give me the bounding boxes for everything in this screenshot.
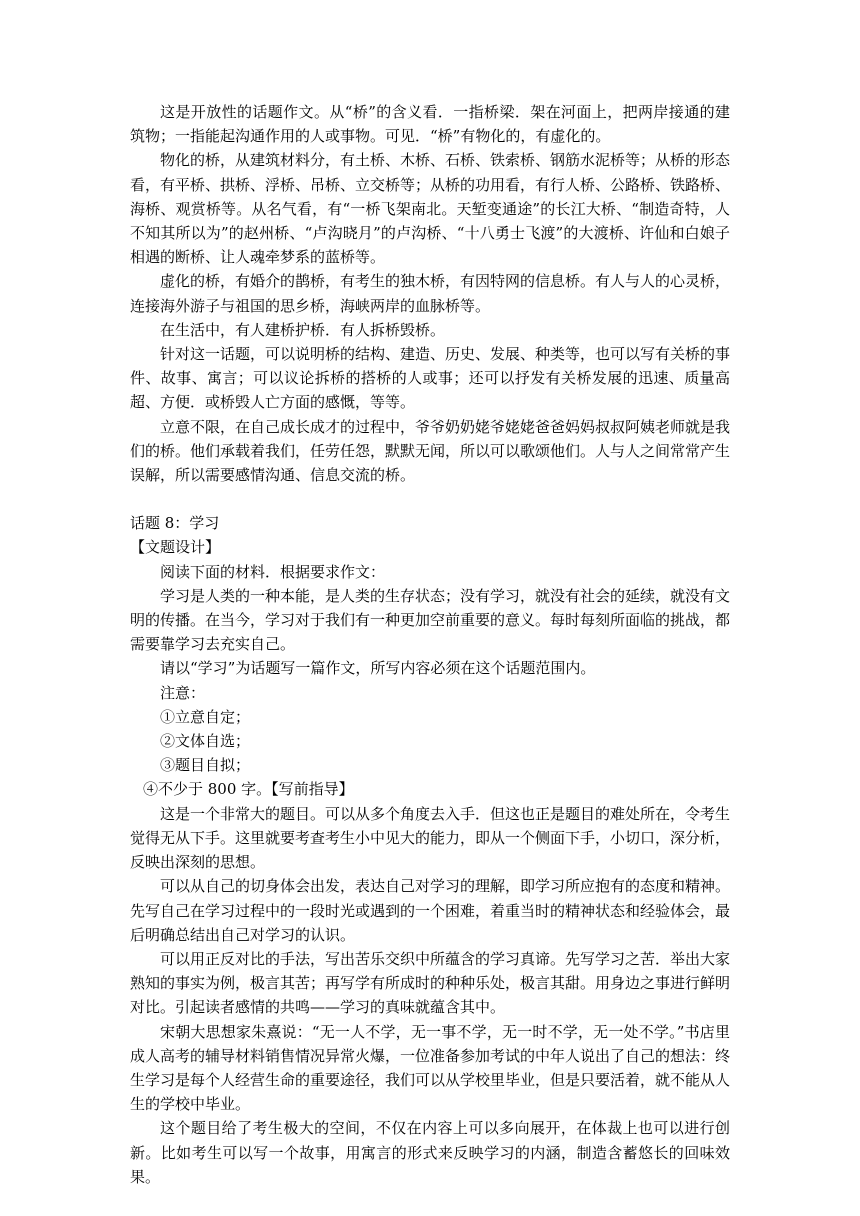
- material-text: 学习是人类的一种本能，是人类的生存状态；没有学习，就没有社会的延续，就没有文明的传播。在当今，学习对于我们有一种更加空前重要的意义。每时每刻所面临的挑战，都需要靠学习去充实自己。: [130, 586, 731, 654]
- paragraph: 物化的桥，从建筑材料分，有土桥、木桥、石桥、铁索桥、钢筋水泥桥等；从桥的形态看，有平桥、拱桥、浮桥、吊桥、立交桥等；从桥的功用看，有行人桥、公路桥、铁路桥、海桥、观赏桥等。从名气看，有“一桥飞架南北。天堑变通途”的长江大桥、“制造奇特，人不知其所以为”的赵州桥、“卢沟晓月”的卢沟桥、“十八勇士飞渡”的大渡桥、许仙和白娘子相遇的断桥、让人魂牵梦系的蓝桥等。: [130, 151, 731, 267]
- paragraph: 在生活中，有人建桥护桥．有人拆桥毁桥。: [160, 320, 446, 339]
- paragraph: 针对这一话题，可以说明桥的结构、建造、历史、发展、种类等，也可以写有关桥的事件、故事、寓言；可以议论拆桥的搭桥的人或事；还可以抒发有关桥发展的迅速、质量高超、方便．或桥毁人亡方面的感慨，等等。: [130, 345, 731, 412]
- guidance-paragraph: 可以从自己的切身体会出发，表达自己对学习的理解，即学习所应抱有的态度和精神。先写自己在学习过程中的一段时光或遇到的一个困难，着重当时的精神状态和经验体会，最后明确总结出自己对学习的认识。: [130, 877, 731, 944]
- paragraph: 虚化的桥，有婚介的鹊桥，有考生的独木桥，有因特网的信息桥。有人与人的心灵桥，连接海外游子与祖国的思乡桥，海峡两岸的血脉桥等。: [130, 272, 731, 315]
- note-item: ①立意自定；: [160, 707, 251, 726]
- paragraph: 这是开放性的话题作文。从“桥”的含义看．一指桥梁．架在河面上，把两岸接通的建筑物；一指能起沟通作用的人或事物。可见．“桥”有物化的，有虚化的。: [130, 103, 730, 146]
- guidance-paragraph: 这是一个非常大的题目。可以从多个角度去入手．但这也正是题目的难处所在，令考生觉得无从下手。这里就要考查考生小中见大的能力，即从一个侧面下手，小切口，深分析，反映出深刻的思想。: [130, 804, 731, 872]
- guidance-paragraph: 这个题目给了考生极大的空间，不仅在内容上可以多向展开，在体裁上也可以进行创新。比如考生可以写一个故事，用寓言的形式来反映学习的内涵，制造含蓄悠长的回味效果。: [130, 1119, 730, 1186]
- guidance-paragraph: 可以用正反对比的手法，写出苦乐交织中所蕴含的学习真谛。先写学习之苦．举出大家熟知的事实为例，极言其苦；再写学有所成时的种种乐处，极言其甜。用身边之事进行鲜明对比。引起读者感情的共鸣——学习的真味就蕴含其中。: [130, 949, 731, 1017]
- note-item: ④不少于 800 字。【写前指导】: [143, 780, 354, 799]
- guidance-paragraph: 宋朝大思想家朱熹说：“无一人不学，无一事不学，无一时不学，无一处不学。”书店里成人高考的辅导材料销售情况异常火爆，一位准备参加考试的中年人说出了自己的想法：终生学习是每个人经营生命的重要途径，我们可以从学校里毕业，但是只要活着，就不能从人生的学校中毕业。: [130, 1022, 731, 1114]
- notes-label: 注意：: [160, 683, 206, 702]
- section-spacer: [130, 487, 730, 511]
- topic-title: 话题 8：学习: [130, 514, 220, 533]
- document-page: [130, 100, 730, 1189]
- note-item: ③题目自拟；: [160, 756, 251, 775]
- instruction-text: 阅读下面的材料．根据要求作文：: [160, 562, 386, 581]
- prompt-text: 请以“学习”为话题写一篇作文，所写内容必须在这个话题范围内。: [160, 659, 596, 678]
- note-item: ②文体自选；: [160, 732, 251, 751]
- section-heading: 【文题设计】: [130, 538, 221, 557]
- paragraph: 立意不限，在自己成长成才的过程中，爷爷奶奶姥爷姥姥爸爸妈妈叔叔阿姨老师就是我们的桥。他们承载着我们，任劳任怨，默默无闻，所以可以歌颂他们。人与人之间常常产生误解，所以需要感情沟通、信息交流的桥。: [130, 417, 731, 485]
